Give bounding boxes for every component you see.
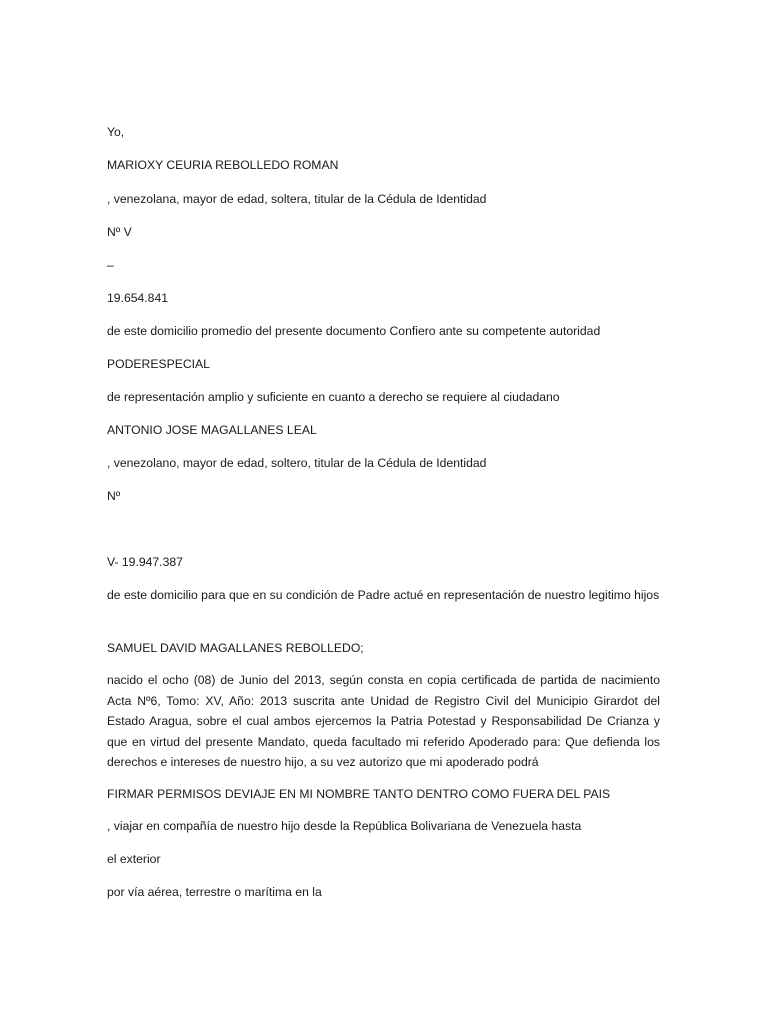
- paragraph-travel-company: , viajar en compañía de nuestro hijo desde la República Bolivariana de Venezuela hasta: [107, 819, 582, 833]
- paragraph-power-type: PODERESPECIAL: [107, 357, 210, 371]
- paragraph-attorney-id: V- 19.947.387: [107, 555, 183, 569]
- paragraph-opening: Yo,: [107, 125, 125, 139]
- paragraph-attorney-details: , venezolano, mayor de edad, soltero, titular de la Cédula de Identidad: [107, 456, 487, 470]
- paragraph-dash: –: [107, 258, 114, 272]
- paragraph-attorney-id-prefix: Nº: [107, 489, 121, 503]
- paragraph-travel-means: por vía aérea, terrestre o marítima en la: [107, 885, 322, 899]
- paragraph-representation: de representación amplio y suficiente en cuanto a derecho se requiere al ciudadano: [107, 390, 560, 404]
- paragraph-id-prefix: Nº V: [107, 225, 132, 239]
- paragraph-destination: el exterior: [107, 852, 161, 866]
- paragraph-attorney-name: ANTONIO JOSE MAGALLANES LEAL: [107, 423, 317, 437]
- paragraph-child-name: SAMUEL DAVID MAGALLANES REBOLLEDO;: [107, 641, 364, 655]
- paragraph-grantor-name: MARIOXY CEURIA REBOLLEDO ROMAN: [107, 158, 339, 172]
- paragraph-confer: de este domicilio promedio del presente documento Confiero ante su competente autoridad: [107, 324, 601, 338]
- paragraph-grantor-id: 19.654.841: [107, 291, 168, 305]
- paragraph-birth-details: nacido el ocho (08) de Junio del 2013, según consta en copia certificada de partida de nacimiento Acta Nº6, Tomo: XV, Año: 2013 suscrita ante Unidad de Registro Civil del Municipio Girardot del Estado Aragua, sobre el cual ambos ejercemos la Patria Potestad y Responsabilidad De Crianza y que en virtud del presente Mandato, queda facultado mi referido Apoderado para: Que defienda los derechos e intereses de nuestro hijo, a su vez autorizo que mi apoderado podrá: [107, 673, 660, 769]
- paragraph-purpose: de este domicilio para que en su condición de Padre actué en representación de nuestro legitimo hijos: [107, 588, 660, 602]
- paragraph-travel-permits: FIRMAR PERMISOS DEVIAJE EN MI NOMBRE TANTO DENTRO COMO FUERA DEL PAIS: [107, 787, 611, 801]
- paragraph-grantor-details: , venezolana, mayor de edad, soltera, titular de la Cédula de Identidad: [107, 192, 487, 206]
